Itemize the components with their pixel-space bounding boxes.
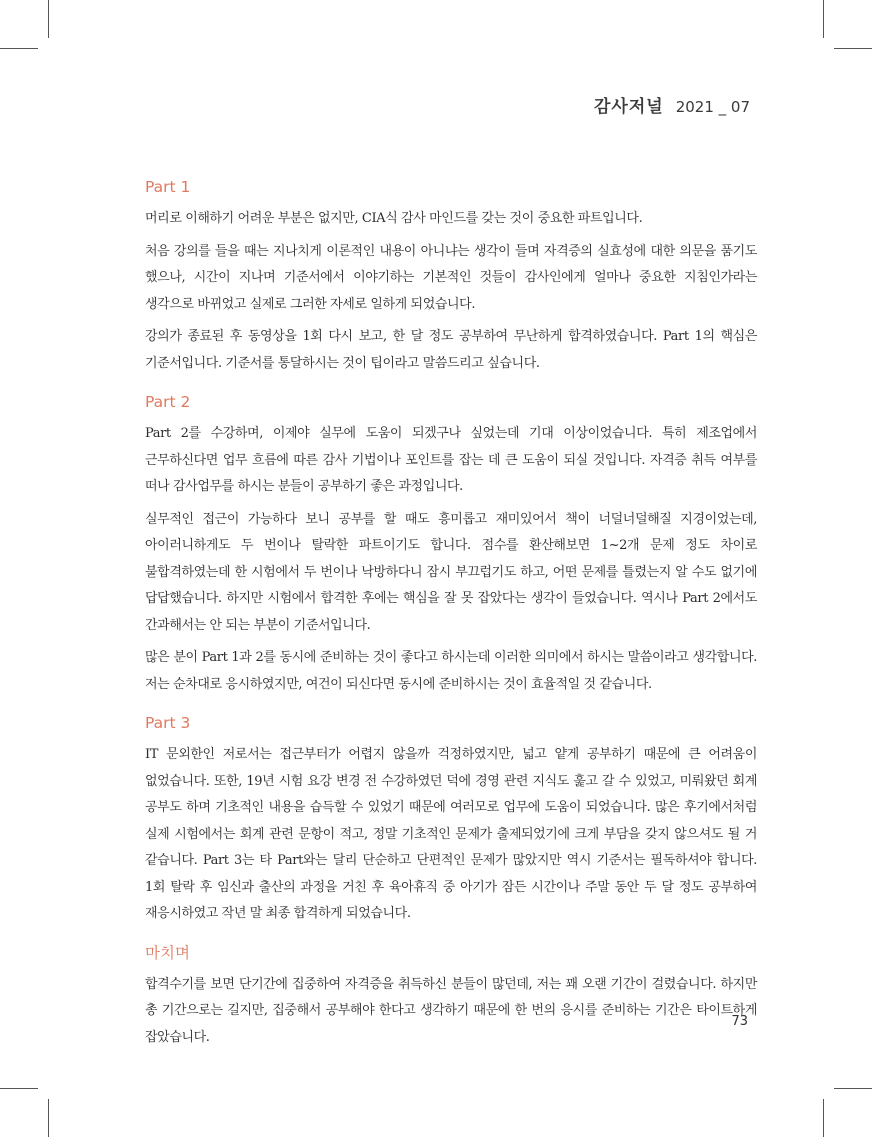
article-body	[145, 176, 757, 1065]
crop-mark	[823, 1099, 824, 1137]
page-number: 73	[731, 1014, 748, 1029]
section-heading: Part 1	[145, 178, 191, 196]
issue-label: 2021 _ 07	[675, 98, 750, 116]
crop-mark	[834, 1088, 872, 1089]
section-part-3	[145, 712, 757, 928]
section-closing	[145, 942, 757, 1052]
crop-mark	[48, 0, 49, 38]
paragraph: 많은 분이 Part 1과 2를 동시에 준비하는 것이 좋다고 하시는데 이러한 의미에서 하시는 말씀이라고 생각합니다. 저는 순차대로 응시하였지만, 여건이 되신다면 동시에 준비하시는 것이 효율적일 것 같습니다.	[145, 650, 757, 692]
crop-mark	[823, 0, 824, 38]
paragraph: 강의가 종료된 후 동영상을 1회 다시 보고, 한 달 정도 공부하여 무난하게 합격하였습니다. Part 1의 핵심은 기준서입니다. 기준서를 통달하시는 것이 팁이라고 말씀드리고 싶습니다.	[145, 329, 757, 371]
section-heading: 마치며	[145, 943, 190, 962]
section-part-1	[145, 176, 757, 377]
paragraph: 처음 강의를 들을 때는 지나치게 이론적인 내용이 아니냐는 생각이 들며 자격증의 실효성에 대한 의문을 품기도 했으나, 시간이 지나며 기준서에서 이야기하는 기본적인 것들이 감사인에게 얼마나 중요한 지침인가라는 생각으로 바뀌었고 실제로 그러한 자세로 일하게 되었습니다.	[145, 243, 757, 312]
crop-mark	[834, 48, 872, 49]
section-heading: Part 3	[145, 714, 191, 732]
section-heading: Part 2	[145, 393, 191, 411]
crop-mark	[48, 1099, 49, 1137]
paragraph: 실무적인 접근이 가능하다 보니 공부를 할 때도 흥미롭고 재미있어서 책이 너덜너덜해질 지경이었는데, 아이러니하게도 두 번이나 탈락한 파트이기도 합니다. 점수를 환산해보면 1~2개 문제 정도 차이로 불합격하였는데 한 시험에서 두 번이나 낙방하다니 잠시 부끄럽기도 하고, 어떤 문제를 틀렸는지 알 수도 없기에 답답했습니다. 하지만 시험에서 합격한 후에는 핵심을 잘 못 잡았다는 생각이 들었습니다. 역시나 Part 2에서도 간과해서는 안 되는 부분이 기준서입니다.	[145, 511, 757, 633]
paragraph: Part 2를 수강하며, 이제야 실무에 도움이 되겠구나 싶었는데 기대 이상이었습니다. 특히 제조업에서 근무하신다면 업무 흐름에 따른 감사 기법이나 포인트를 잡는 데 큰 도움이 되실 것입니다. 자격증 취득 여부를 떠나 감사업무를 하시는 분들이 공부하기 좋은 과정입니다.	[145, 426, 757, 494]
paragraph: IT 문외한인 저로서는 접근부터가 어렵지 않을까 걱정하였지만, 넓고 얕게 공부하기 때문에 큰 어려움이 없었습니다. 또한, 19년 시험 요강 변경 전 수강하였던 덕에 경영 관련 지식도 훑고 갈 수 있었고, 미뤄왔던 회계 공부도 하며 기초적인 내용을 습득할 수 있었기 때문에 여러모로 업무에 도움이 되었습니다. 많은 후기에서처럼 실제 시험에서는 회계 관련 문항이 적고, 정말 기초적인 문제가 출제되었기에 크게 부담을 갖지 않으셔도 될 거 같습니다. Part 3는 타 Part와는 달리 단순하고 단편적인 문제가 많았지만 역시 기준서는 필독하셔야 합니다. 1회 탈락 후 임신과 출산의 과정을 거친 후 육아휴직 중 아기가 잠든 시간이나 주말 동안 두 달 정도 공부하여 재응시하였고 작년 말 최종 합격하게 되었습니다.	[145, 747, 757, 921]
crop-mark	[0, 1088, 38, 1089]
crop-mark	[0, 48, 38, 49]
paragraph: 머리로 이해하기 어려운 부분은 없지만, CIA식 감사 마인드를 갖는 것이 중요한 파트입니다.	[145, 211, 643, 226]
running-header	[594, 92, 750, 117]
section-part-2	[145, 391, 757, 698]
magazine-title: 감사저널	[594, 97, 664, 117]
paragraph: 합격수기를 보면 단기간에 집중하여 자격증을 취득하신 분들이 많던데, 저는 꽤 오랜 기간이 걸렸습니다. 하지만 총 기간으로는 길지만, 집중해서 공부해야 한다고 생각하기 때문에 한 번의 응시를 준비하는 기간은 타이트하게 잡았습니다.	[145, 976, 757, 1045]
